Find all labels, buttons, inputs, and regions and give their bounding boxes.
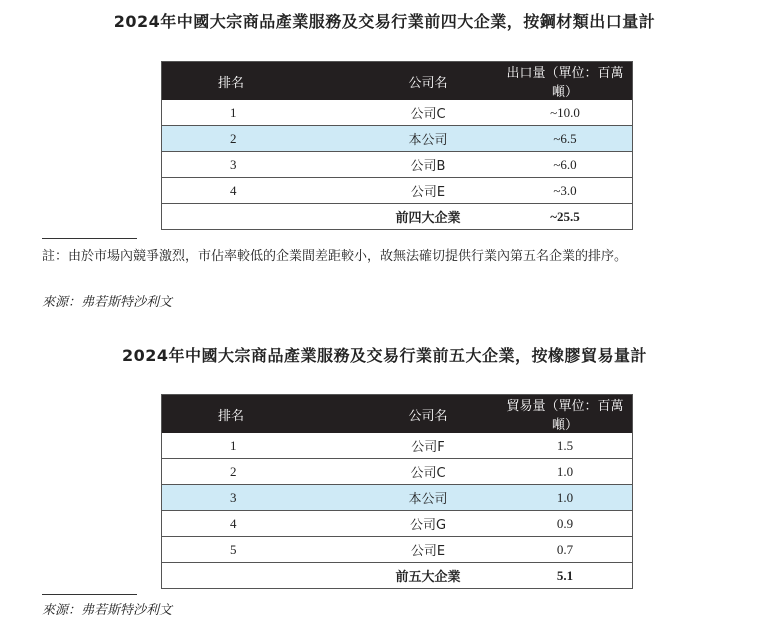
total-empty-cell: [162, 563, 359, 589]
table1: [161, 61, 633, 230]
table-row: [162, 178, 633, 204]
table-row: [162, 511, 633, 537]
total-label: 前五大企業: [358, 563, 498, 589]
company-cell: 公司C: [358, 459, 498, 485]
table-row: [162, 433, 633, 459]
header-rank: 排名: [162, 395, 359, 434]
total-empty-cell: [162, 204, 359, 230]
rank-cell: 3: [162, 485, 359, 511]
table2: [161, 394, 633, 589]
table-row-highlighted: [162, 126, 633, 152]
table1-header-row: [162, 62, 633, 101]
header-value: 出口量（單位：百萬噸）: [498, 62, 633, 101]
total-row: [162, 563, 633, 589]
table-row: [162, 459, 633, 485]
header-rank: 排名: [162, 62, 359, 101]
rank-cell: 5: [162, 537, 359, 563]
rank-cell: 1: [162, 100, 359, 126]
rank-cell: 4: [162, 178, 359, 204]
table1-title: 2024年中國大宗商品產業服務及交易行業前四大企業，按鋼材類出口量計: [113, 12, 656, 31]
source-note: 來源：弗若斯特沙利文: [42, 603, 173, 618]
header-company: 公司名: [358, 395, 498, 434]
value-cell: 0.9: [498, 511, 633, 537]
table2-header-row: [162, 395, 633, 434]
rank-cell: 2: [162, 459, 359, 485]
table2-title: 2024年中國大宗商品產業服務及交易行業前五大企業，按橡膠貿易量計: [121, 346, 648, 365]
value-cell: ~10.0: [498, 100, 633, 126]
value-cell: 1.0: [498, 485, 633, 511]
total-row: [162, 204, 633, 230]
table-row: [162, 537, 633, 563]
value-cell: ~6.0: [498, 152, 633, 178]
value-cell: ~3.0: [498, 178, 633, 204]
company-cell: 本公司: [358, 485, 498, 511]
value-cell: ~6.5: [498, 126, 633, 152]
company-cell: 公司G: [358, 511, 498, 537]
source-divider: [42, 594, 137, 595]
source-note: 來源：弗若斯特沙利文: [42, 295, 173, 310]
company-cell: 公司C: [358, 100, 498, 126]
company-cell: 公司E: [358, 178, 498, 204]
table-row: [162, 152, 633, 178]
value-cell: 0.7: [498, 537, 633, 563]
total-label: 前四大企業: [358, 204, 498, 230]
footnote: 註：由於市場內競爭激烈，市佔率較低的企業間差距較小，故無法確切提供行業內第五名企業的排序。: [42, 249, 628, 264]
company-cell: 本公司: [358, 126, 498, 152]
company-cell: 公司B: [358, 152, 498, 178]
company-cell: 公司E: [358, 537, 498, 563]
total-value: 5.1: [498, 563, 633, 589]
total-value: ~25.5: [498, 204, 633, 230]
table-row-highlighted: [162, 485, 633, 511]
header-value: 貿易量（單位：百萬噸）: [498, 395, 633, 434]
rank-cell: 4: [162, 511, 359, 537]
table-row: [162, 100, 633, 126]
header-company: 公司名: [358, 62, 498, 101]
value-cell: 1.5: [498, 433, 633, 459]
rank-cell: 2: [162, 126, 359, 152]
company-cell: 公司F: [358, 433, 498, 459]
footnote-divider: [42, 238, 137, 239]
rank-cell: 1: [162, 433, 359, 459]
rank-cell: 3: [162, 152, 359, 178]
value-cell: 1.0: [498, 459, 633, 485]
